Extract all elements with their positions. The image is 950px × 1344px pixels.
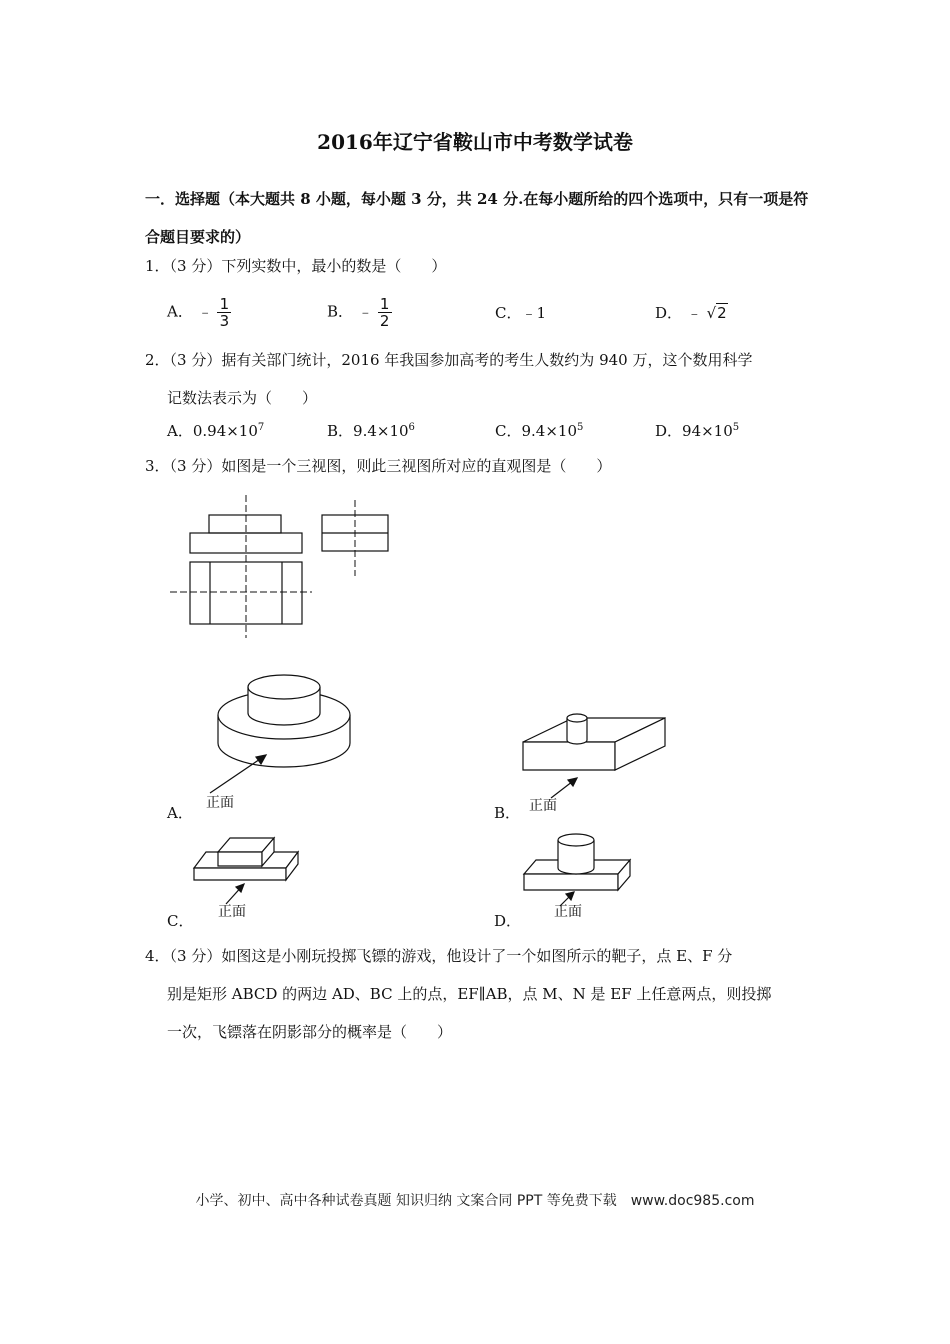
fraction: $\frac{1}{3}$ (217, 296, 231, 329)
option-a-figure (190, 665, 360, 815)
option-a-label: A． (167, 804, 193, 822)
page-title: 2016年辽宁省鞍山市中考数学试卷 (317, 130, 633, 154)
question-2-options (167, 420, 817, 450)
front-label: 正面 (218, 904, 246, 920)
option-b: B．$9.4\times 10^6$ (327, 422, 415, 440)
question-1-options (167, 295, 817, 330)
option-d-figure (520, 828, 640, 922)
option-a: A．$0.94\times 10^7$ (167, 422, 265, 440)
option-b-label: B． (494, 804, 521, 822)
option-d-label: D． (494, 912, 522, 930)
section-heading: 一．选择题（本大题共 8 小题，每小题 3 分，共 24 分.在每小题所给的四个选项中，只有一项是符合题目要求的） (145, 190, 809, 246)
three-view-figure (160, 490, 400, 640)
question-2-stem: 2．（3 分）据有关部门统计，2016 年我国参加高考的考生人数约为 940 万，这个数用科学 记数法表示为（ ） (145, 351, 753, 407)
option-d: D． ﹣ √2 (655, 304, 727, 322)
option-a: A． ﹣ $\frac{1}{3}$ (167, 296, 231, 329)
sqrt-symbol: √2 (706, 304, 727, 322)
fraction: $\frac{1}{2}$ (378, 296, 392, 329)
option-d: D．$94\times 10^5$ (655, 422, 740, 440)
front-label: 正面 (206, 795, 234, 811)
option-c-label: C． (167, 912, 194, 930)
option-c-figure (190, 832, 310, 922)
page-footer: 小学、初中、高中各种试卷真题 知识归纳 文案合同 PPT 等免费下载 www.doc985.com (195, 1193, 755, 1209)
front-label: 正面 (529, 798, 557, 814)
question-4-stem: 4．（3 分）如图这是小刚玩投掷飞镖的游戏，他设计了一个如图所示的靶子，点 E、F 分 别是矩形 ABCD 的两边 AD、BC 上的点，EF∥AB，点 M、N 是 EF 上任意两点，则投掷 一次，飞镖落在阴影部分的概率是（ ） (145, 947, 772, 1041)
option-c: C．$9.4\times 10^5$ (495, 422, 584, 440)
front-label: 正面 (554, 904, 582, 920)
option-b: B． ﹣ $\frac{1}{2}$ (327, 296, 392, 329)
option-b-figure (515, 712, 675, 816)
option-c: C．﹣1 (495, 304, 547, 322)
question-3-stem: 3．（3 分）如图是一个三视图，则此三视图所对应的直观图是（ ） (145, 457, 612, 475)
question-1-stem: 1．（3 分）下列实数中，最小的数是（ ） (145, 257, 447, 275)
